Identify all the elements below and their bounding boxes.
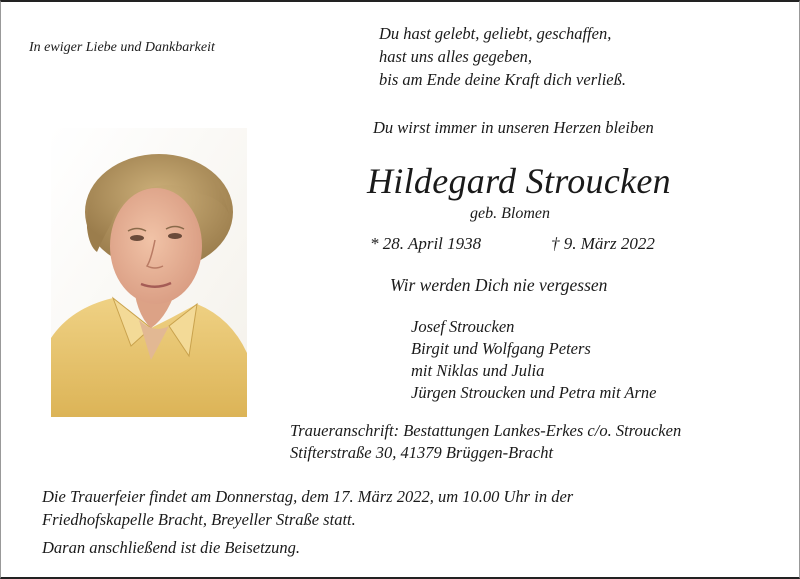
poem-line: Du hast gelebt, geliebt, geschaffen, bbox=[379, 24, 612, 43]
burial-info: Daran anschließend ist die Beisetzung. bbox=[42, 538, 301, 557]
mourning-address bbox=[290, 420, 681, 464]
poem-line: hast uns alles gegeben, bbox=[379, 47, 533, 66]
funeral-service-info bbox=[42, 485, 573, 531]
mourner-line: mit Niklas und Julia bbox=[411, 361, 545, 380]
birth-date: * 28. April 1938 bbox=[370, 234, 482, 253]
remember-line: Wir werden Dich nie vergessen bbox=[390, 275, 608, 295]
poem-line: bis am Ende deine Kraft dich verließ. bbox=[379, 70, 626, 89]
service-line: Friedhofskapelle Bracht, Breyeller Straße statt. bbox=[42, 510, 356, 529]
mourners-list bbox=[411, 316, 656, 404]
mourner-line: Josef Stroucken bbox=[411, 317, 515, 336]
deceased-name: Hildegard Stroucken bbox=[367, 161, 671, 201]
poem bbox=[379, 22, 626, 91]
mourner-line: Birgit und Wolfgang Peters bbox=[411, 339, 591, 358]
portrait-photo bbox=[51, 128, 247, 417]
maiden-name: geb. Blomen bbox=[470, 205, 550, 222]
mourner-line: Jürgen Stroucken und Petra mit Arne bbox=[411, 383, 657, 402]
address-line: Stifterstraße 30, 41379 Brüggen-Bracht bbox=[290, 443, 554, 462]
service-line: Die Trauerfeier findet am Donnerstag, dem 17. März 2022, um 10.00 Uhr in der bbox=[42, 487, 574, 506]
address-line: Traueranschrift: Bestattungen Lankes-Erkes c/o. Stroucken bbox=[290, 421, 682, 440]
dedication-text: In ewiger Liebe und Dankbarkeit bbox=[29, 40, 215, 55]
heart-line: Du wirst immer in unseren Herzen bleiben bbox=[373, 118, 654, 137]
death-date: † 9. März 2022 bbox=[551, 234, 655, 253]
